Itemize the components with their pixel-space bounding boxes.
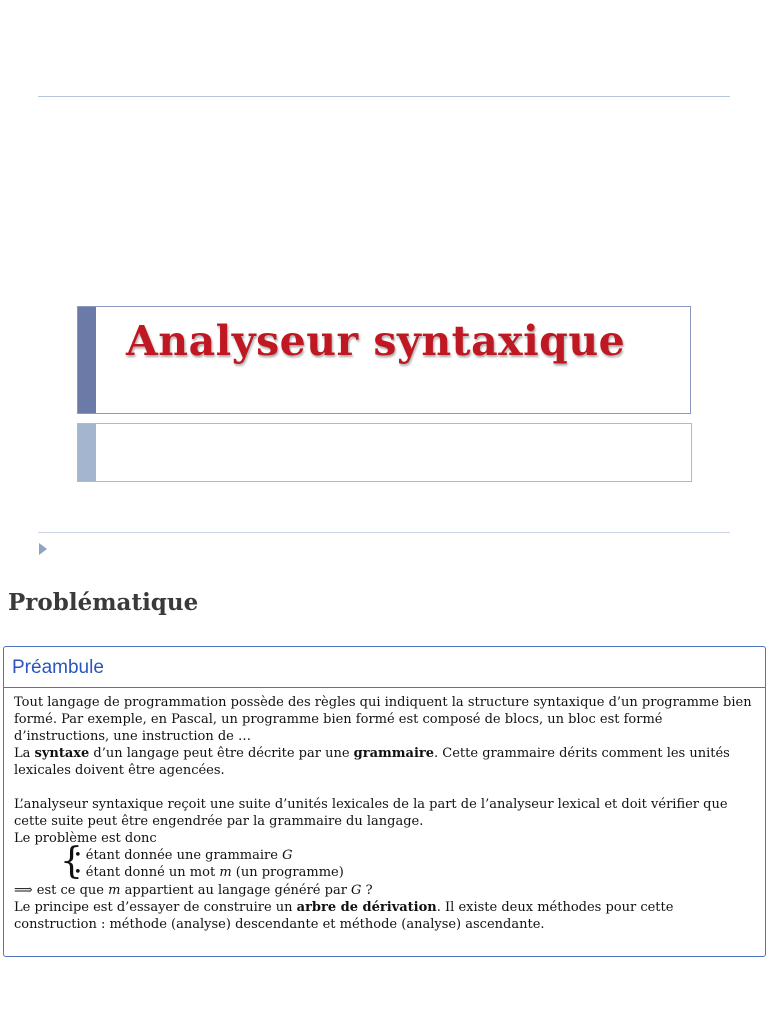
case-word: • étant donné un mot m (un programme) [74, 865, 344, 880]
preambule-block [3, 646, 766, 957]
subtitle-placeholder [77, 423, 692, 482]
term-arbre-derivation: arbre de dérivation [296, 900, 437, 915]
paragraph-5: Le principe est d’essayer de construire un arbre de dérivation. Il existe deux méthodes pour cette construction : méthode (analyse) descendante et méthode (analyse) ascendante. [14, 900, 674, 932]
subtitle-accent-bar [78, 424, 96, 481]
cases-block [60, 841, 756, 882]
slide-title: Analyseur syntaxique [126, 317, 626, 365]
top-divider [38, 96, 730, 97]
implication-line: ⟹ est ce que m appartient au langage généré par G ? [14, 883, 373, 898]
middle-divider [38, 532, 730, 533]
term-grammaire: grammaire [353, 746, 435, 761]
paragraph-3: L’analyseur syntaxique reçoit une suite d’unités lexicales de la part de l’analyseur lexical et doit vérifier que cette suite peut être engendrée par la grammaire du langage. [14, 797, 728, 829]
term-syntaxe: syntaxe [34, 746, 90, 761]
left-brace: { [60, 841, 83, 882]
paragraph-1: Tout langage de programmation possède des règles qui indiquent la structure syntaxique d’un programme bien formé. Par exemple, en Pascal, un programme bien formé est composé de blocs, un bloc est formé d’instructions, une instruction de … [14, 695, 752, 744]
title-placeholder [77, 306, 691, 414]
preambule-body [14, 694, 756, 933]
preambule-header [4, 647, 765, 688]
case-grammar: • étant donnée une grammaire G [74, 848, 293, 863]
title-accent-bar [78, 307, 96, 413]
preambule-title: Préambule [12, 657, 104, 678]
section-title: Problématique [8, 589, 199, 616]
paragraph-2: La syntaxe d’un langage peut être décrite par une grammaire. Cette grammaire dérits comment les unités lexicales doivent être agencées. [14, 746, 730, 778]
paragraph-4: Le problème est donc [14, 831, 157, 846]
play-arrow-icon[interactable] [39, 543, 47, 555]
implies-arrow: ⟹ [14, 883, 33, 898]
